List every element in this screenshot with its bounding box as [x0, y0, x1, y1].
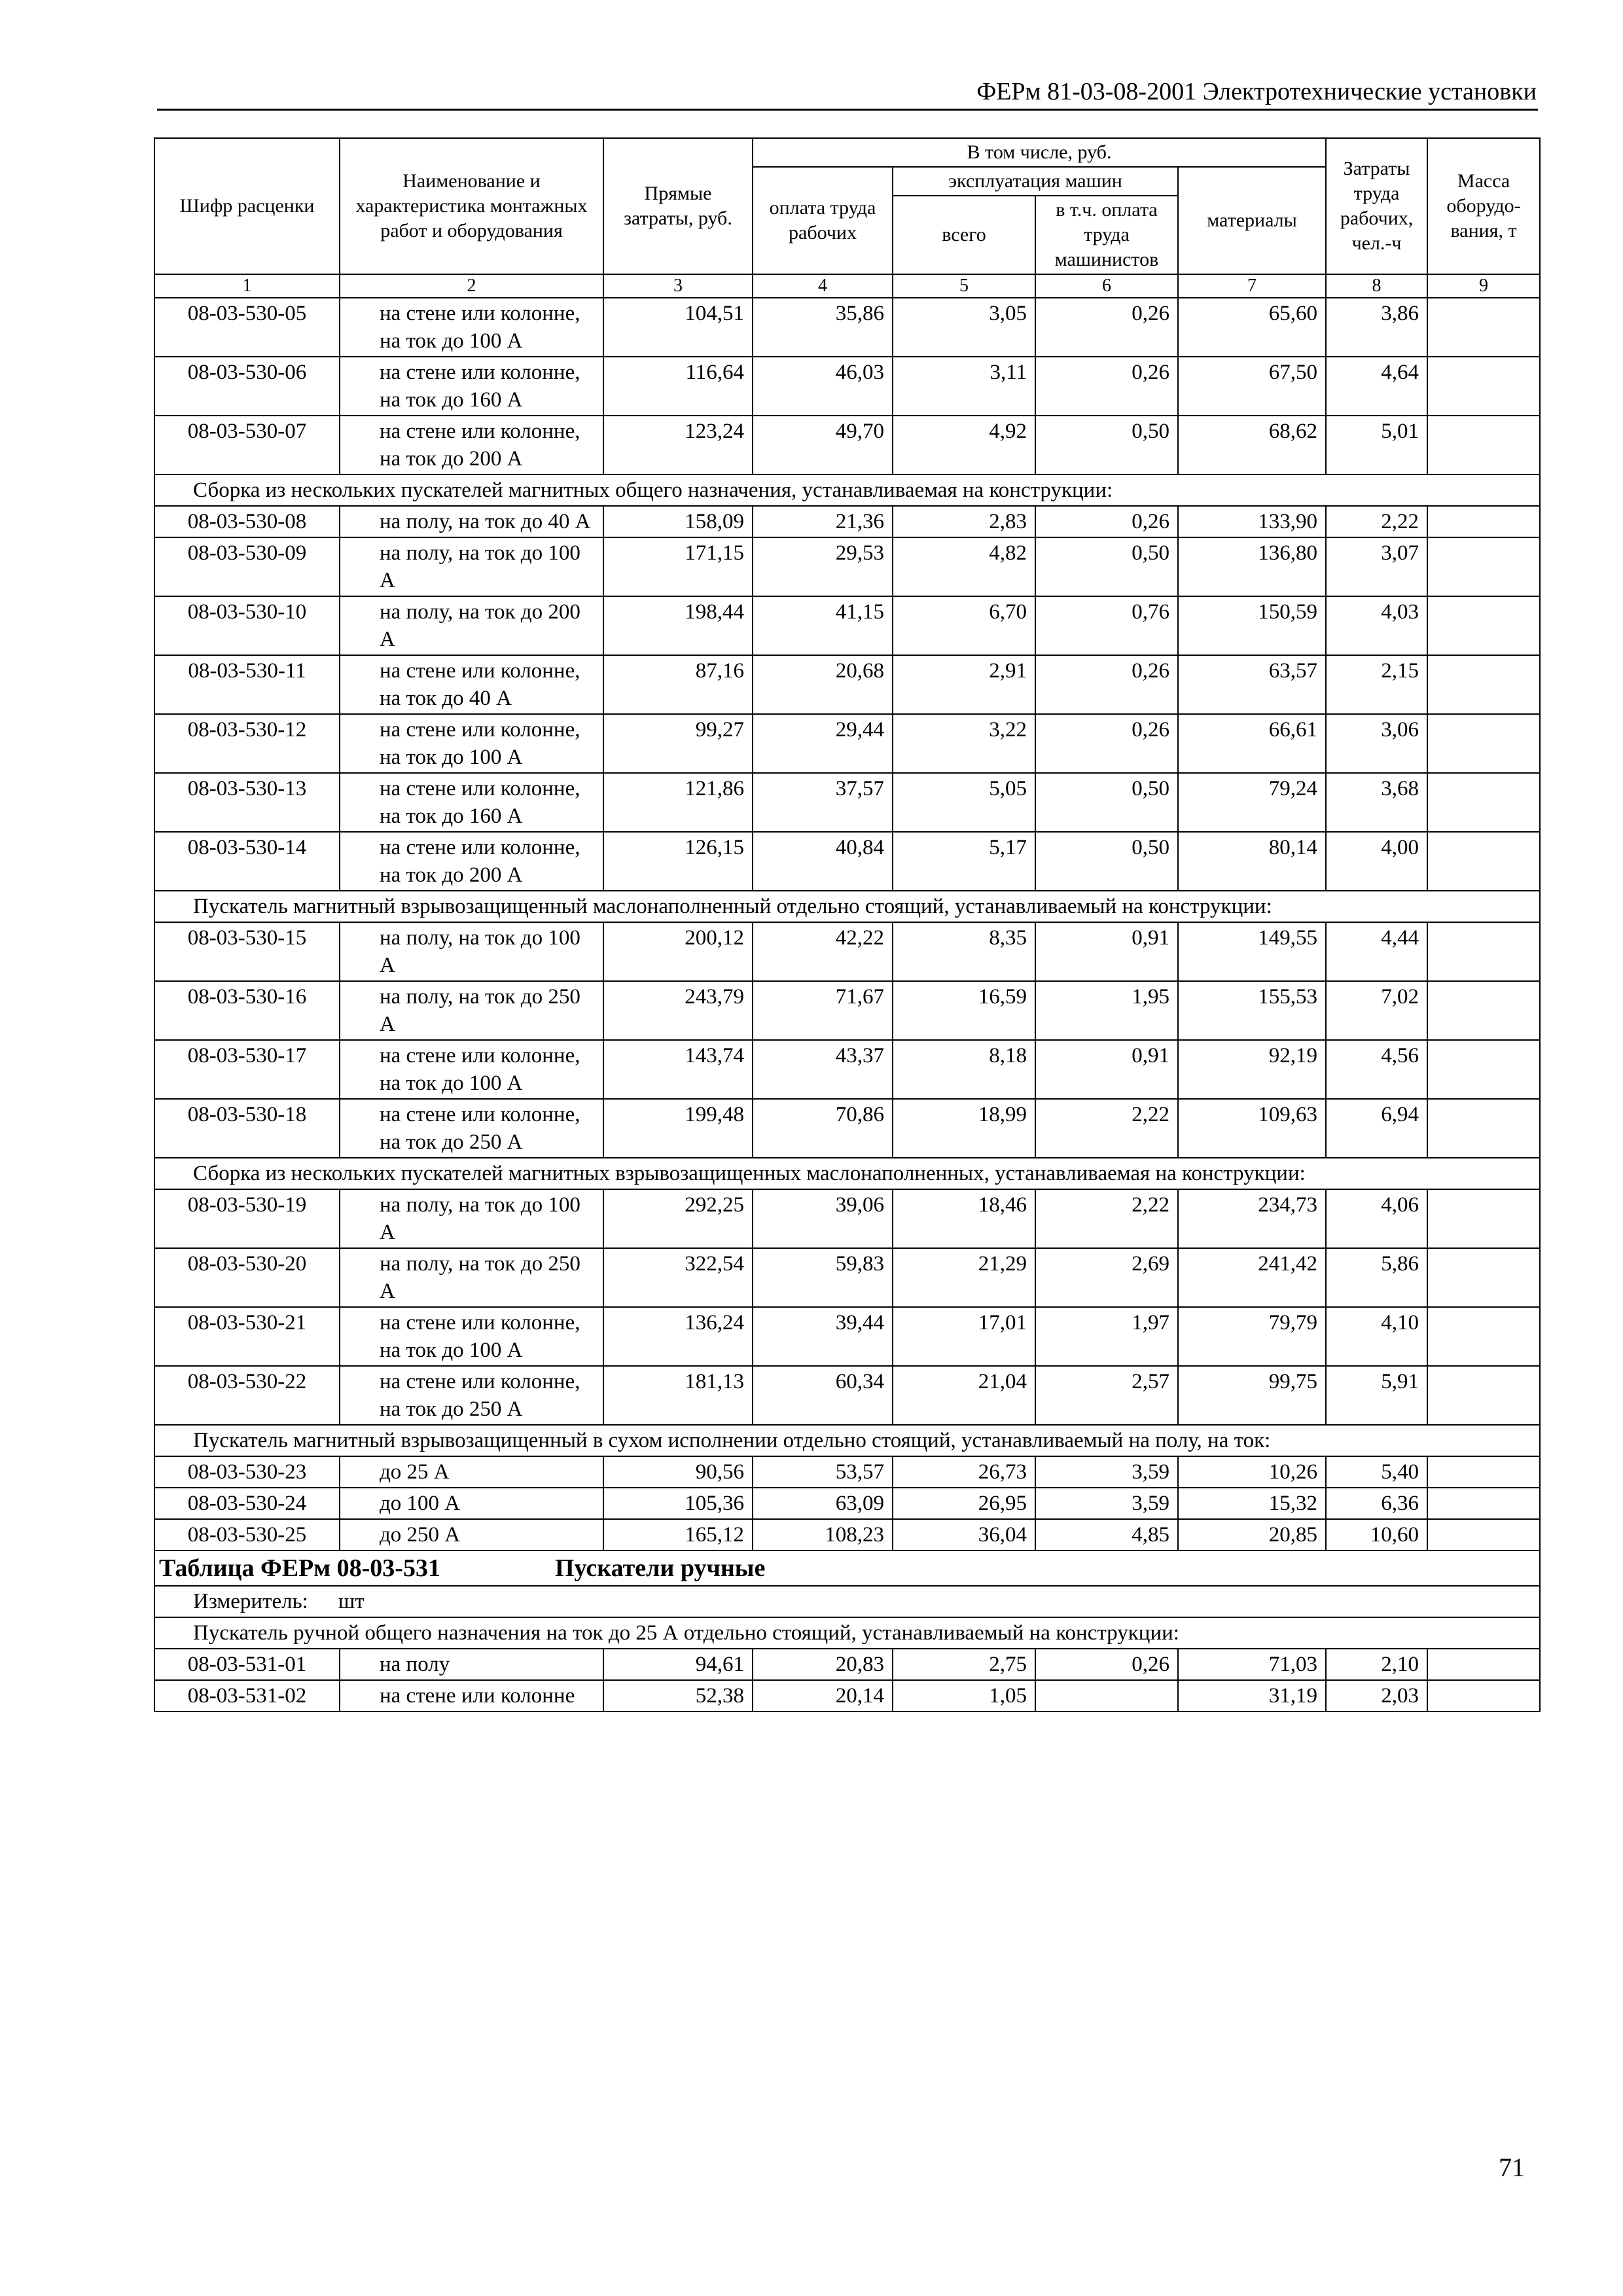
cell-name: на стене или колонне, на ток до 160 А: [340, 357, 603, 416]
cell-wages: 70,86: [753, 1099, 893, 1158]
page-number: 71: [1499, 2153, 1525, 2182]
cell-code: 08-03-530-07: [154, 416, 340, 475]
cell-materials: 31,19: [1178, 1680, 1326, 1712]
table-row: [154, 1307, 1540, 1366]
cell-wages: 29,44: [753, 714, 893, 773]
cell-name: на полу, на ток до 200 А: [340, 596, 603, 655]
cell-mass: [1427, 832, 1540, 891]
cell-direct: 143,74: [603, 1040, 753, 1099]
column-number: 7: [1178, 274, 1326, 298]
cell-name: на полу, на ток до 100 А: [340, 922, 603, 981]
cell-incl: 0,26: [1035, 506, 1178, 537]
cell-wages: 20,68: [753, 655, 893, 714]
cell-incl: 3,59: [1035, 1456, 1178, 1488]
cell-direct: 90,56: [603, 1456, 753, 1488]
section-row: [154, 1158, 1540, 1189]
cell-direct: 105,36: [603, 1488, 753, 1519]
cell-labor: 3,07: [1326, 537, 1427, 596]
cell-mass: [1427, 1040, 1540, 1099]
cell-wages: 108,23: [753, 1519, 893, 1551]
cell-materials: 79,24: [1178, 773, 1326, 832]
cell-materials: 99,75: [1178, 1366, 1326, 1425]
cell-direct: 292,25: [603, 1189, 753, 1248]
table-row: [154, 1248, 1540, 1307]
cell-name: на стене или колонне, на ток до 100 А: [340, 1040, 603, 1099]
meter-row: [154, 1586, 1540, 1617]
cell-wages: 59,83: [753, 1248, 893, 1307]
meter-value: шт: [338, 1590, 365, 1613]
cell-direct: 116,64: [603, 357, 753, 416]
cell-mass: [1427, 1366, 1540, 1425]
cell-code: 08-03-530-16: [154, 981, 340, 1040]
cell-mass: [1427, 1099, 1540, 1158]
cell-code: 08-03-530-12: [154, 714, 340, 773]
cell-name: на полу: [340, 1649, 603, 1680]
cell-mass: [1427, 298, 1540, 357]
table-row: [154, 773, 1540, 832]
cell-materials: 10,26: [1178, 1456, 1326, 1488]
table-row: [154, 832, 1540, 891]
table-row: [154, 981, 1540, 1040]
table-row: [154, 506, 1540, 537]
cell-total: 17,01: [893, 1307, 1035, 1366]
cell-labor: 4,64: [1326, 357, 1427, 416]
cell-materials: 109,63: [1178, 1099, 1326, 1158]
cell-wages: 20,83: [753, 1649, 893, 1680]
cell-materials: 133,90: [1178, 506, 1326, 537]
cell-mass: [1427, 1307, 1540, 1366]
cell-total: 18,46: [893, 1189, 1035, 1248]
cell-labor: 5,86: [1326, 1248, 1427, 1307]
cell-labor: 7,02: [1326, 981, 1427, 1040]
cell-materials: 150,59: [1178, 596, 1326, 655]
cell-labor: 3,86: [1326, 298, 1427, 357]
section-row: [154, 1617, 1540, 1649]
cell-labor: 2,22: [1326, 506, 1427, 537]
cell-code: 08-03-530-06: [154, 357, 340, 416]
cell-total: 6,70: [893, 596, 1035, 655]
cell-wages: 46,03: [753, 357, 893, 416]
table-row: [154, 1099, 1540, 1158]
cell-total: 1,05: [893, 1680, 1035, 1712]
cell-code: 08-03-530-18: [154, 1099, 340, 1158]
table-row: [154, 416, 1540, 475]
cell-labor: 4,06: [1326, 1189, 1427, 1248]
table-row: [154, 596, 1540, 655]
cell-incl: 0,26: [1035, 357, 1178, 416]
section-title: Пускатель магнитный взрывозащищенный маслонаполненный отдельно стоящий, устанавливаемый на конструкции:: [154, 891, 1540, 922]
table-row: [154, 1366, 1540, 1425]
column-number: 6: [1035, 274, 1178, 298]
cell-wages: 49,70: [753, 416, 893, 475]
cell-code: 08-03-530-08: [154, 506, 340, 537]
cell-wages: 53,57: [753, 1456, 893, 1488]
table-row: [154, 1189, 1540, 1248]
table-row: [154, 298, 1540, 357]
cell-mass: [1427, 357, 1540, 416]
cell-name: на стене или колонне, на ток до 100 А: [340, 714, 603, 773]
table-title-row: [154, 1551, 1540, 1586]
cell-total: 3,22: [893, 714, 1035, 773]
cell-name: на стене или колонне, на ток до 40 А: [340, 655, 603, 714]
cell-direct: 181,13: [603, 1366, 753, 1425]
column-number-row: [154, 274, 1540, 298]
cell-name: на стене или колонне, на ток до 200 А: [340, 832, 603, 891]
table-row: [154, 1456, 1540, 1488]
cell-name: на стене или колонне, на ток до 100 А: [340, 1307, 603, 1366]
cell-materials: 67,50: [1178, 357, 1326, 416]
cell-code: 08-03-531-01: [154, 1649, 340, 1680]
cell-incl: 1,97: [1035, 1307, 1178, 1366]
cell-mass: [1427, 1488, 1540, 1519]
col-header-incl-wages: в т.ч. оплата труда машинистов: [1035, 196, 1178, 274]
cell-total: 26,73: [893, 1456, 1035, 1488]
cell-materials: 79,79: [1178, 1307, 1326, 1366]
table-row: [154, 537, 1540, 596]
cell-incl: 0,91: [1035, 1040, 1178, 1099]
cell-mass: [1427, 416, 1540, 475]
cell-wages: 29,53: [753, 537, 893, 596]
cell-mass: [1427, 1456, 1540, 1488]
cell-incl: 2,69: [1035, 1248, 1178, 1307]
col-header-mass: Масса оборудо-вания, т: [1427, 138, 1540, 274]
cell-direct: 136,24: [603, 1307, 753, 1366]
cell-materials: 65,60: [1178, 298, 1326, 357]
cell-direct: 200,12: [603, 922, 753, 981]
cell-direct: 243,79: [603, 981, 753, 1040]
cell-labor: 3,68: [1326, 773, 1427, 832]
cell-labor: 4,03: [1326, 596, 1427, 655]
cell-incl: 2,57: [1035, 1366, 1178, 1425]
table-row: [154, 1488, 1540, 1519]
cell-direct: 198,44: [603, 596, 753, 655]
cell-materials: 20,85: [1178, 1519, 1326, 1551]
cell-materials: 66,61: [1178, 714, 1326, 773]
section-title: Пускатель ручной общего назначения на ток до 25 А отдельно стоящий, устанавливаемый на конструкции:: [154, 1617, 1540, 1649]
cell-labor: 4,00: [1326, 832, 1427, 891]
cell-incl: 3,59: [1035, 1488, 1178, 1519]
cell-code: 08-03-530-25: [154, 1519, 340, 1551]
cell-total: 4,82: [893, 537, 1035, 596]
table-label: Таблица ФЕРм 08-03-531: [159, 1554, 440, 1582]
section-title: Сборка из нескольких пускателей магнитных взрывозащищенных маслонаполненных, устанавливаемая на конструкции:: [154, 1158, 1540, 1189]
price-table: [154, 137, 1541, 1712]
cell-incl: 0,50: [1035, 773, 1178, 832]
cell-name: на стене или колонне, на ток до 100 А: [340, 298, 603, 357]
cell-total: 18,99: [893, 1099, 1035, 1158]
cell-code: 08-03-530-22: [154, 1366, 340, 1425]
cell-mass: [1427, 596, 1540, 655]
cell-materials: 241,42: [1178, 1248, 1326, 1307]
section-row: [154, 891, 1540, 922]
cell-total: 8,18: [893, 1040, 1035, 1099]
cell-incl: 0,91: [1035, 922, 1178, 981]
cell-mass: [1427, 506, 1540, 537]
cell-name: на полу, на ток до 250 А: [340, 1248, 603, 1307]
table-row: [154, 1519, 1540, 1551]
col-header-name: Наименование и характеристика монтажных работ и оборудования: [340, 138, 603, 274]
cell-labor: 4,10: [1326, 1307, 1427, 1366]
table-row: [154, 1680, 1540, 1712]
cell-code: 08-03-530-11: [154, 655, 340, 714]
cell-direct: 94,61: [603, 1649, 753, 1680]
table-row: [154, 922, 1540, 981]
cell-mass: [1427, 714, 1540, 773]
cell-labor: 3,06: [1326, 714, 1427, 773]
cell-incl: 0,26: [1035, 655, 1178, 714]
cell-name: на стене или колонне, на ток до 200 А: [340, 416, 603, 475]
cell-total: 26,95: [893, 1488, 1035, 1519]
cell-labor: 6,36: [1326, 1488, 1427, 1519]
meter: [154, 1586, 1540, 1617]
table-name: Пускатели ручные: [555, 1554, 766, 1582]
cell-direct: 126,15: [603, 832, 753, 891]
cell-direct: 322,54: [603, 1248, 753, 1307]
cell-direct: 123,24: [603, 416, 753, 475]
cell-name: до 25 А: [340, 1456, 603, 1488]
cell-name: на стене или колонне: [340, 1680, 603, 1712]
cell-mass: [1427, 1680, 1540, 1712]
section-row: [154, 1425, 1540, 1456]
cell-incl: 1,95: [1035, 981, 1178, 1040]
cell-name: на полу, на ток до 250 А: [340, 981, 603, 1040]
cell-wages: 71,67: [753, 981, 893, 1040]
cell-direct: 104,51: [603, 298, 753, 357]
cell-incl: 0,26: [1035, 1649, 1178, 1680]
col-header-materials: материалы: [1178, 167, 1326, 274]
cell-code: 08-03-530-21: [154, 1307, 340, 1366]
cell-direct: 121,86: [603, 773, 753, 832]
section-title: Пускатель магнитный взрывозащищенный в сухом исполнении отдельно стоящий, устанавливаемый на полу, на ток:: [154, 1425, 1540, 1456]
cell-name: до 250 А: [340, 1519, 603, 1551]
cell-materials: 15,32: [1178, 1488, 1326, 1519]
cell-labor: 6,94: [1326, 1099, 1427, 1158]
cell-incl: 0,76: [1035, 596, 1178, 655]
cell-labor: 2,03: [1326, 1680, 1427, 1712]
cell-wages: 39,06: [753, 1189, 893, 1248]
cell-mass: [1427, 655, 1540, 714]
table-row: [154, 357, 1540, 416]
cell-wages: 35,86: [753, 298, 893, 357]
cell-materials: 63,57: [1178, 655, 1326, 714]
cell-labor: 2,10: [1326, 1649, 1427, 1680]
cell-name: на полу, на ток до 100 А: [340, 537, 603, 596]
cell-total: 21,29: [893, 1248, 1035, 1307]
cell-name: на стене или колонне, на ток до 250 А: [340, 1366, 603, 1425]
cell-direct: 199,48: [603, 1099, 753, 1158]
cell-wages: 20,14: [753, 1680, 893, 1712]
cell-incl: 0,50: [1035, 537, 1178, 596]
cell-direct: 99,27: [603, 714, 753, 773]
cell-materials: 71,03: [1178, 1649, 1326, 1680]
cell-labor: 4,44: [1326, 922, 1427, 981]
col-header-total: всего: [893, 196, 1035, 274]
cell-mass: [1427, 773, 1540, 832]
cell-materials: 68,62: [1178, 416, 1326, 475]
cell-mass: [1427, 922, 1540, 981]
cell-total: 2,91: [893, 655, 1035, 714]
cell-direct: 87,16: [603, 655, 753, 714]
cell-mass: [1427, 1519, 1540, 1551]
cell-code: 08-03-530-20: [154, 1248, 340, 1307]
cell-wages: 37,57: [753, 773, 893, 832]
table-row: [154, 655, 1540, 714]
cell-labor: 4,56: [1326, 1040, 1427, 1099]
header-row: [154, 138, 1540, 167]
column-number: 9: [1427, 274, 1540, 298]
cell-total: 3,11: [893, 357, 1035, 416]
cell-materials: 234,73: [1178, 1189, 1326, 1248]
cell-code: 08-03-530-15: [154, 922, 340, 981]
cell-materials: 80,14: [1178, 832, 1326, 891]
cell-name: на стене или колонне, на ток до 160 А: [340, 773, 603, 832]
section-row: [154, 475, 1540, 506]
cell-total: 4,92: [893, 416, 1035, 475]
cell-code: 08-03-530-14: [154, 832, 340, 891]
column-number: 1: [154, 274, 340, 298]
cell-mass: [1427, 1189, 1540, 1248]
table-title: [154, 1551, 1540, 1586]
running-header: ФЕРм 81-03-08-2001 Электротехнические установки: [976, 78, 1537, 105]
cell-labor: 5,40: [1326, 1456, 1427, 1488]
table-row: [154, 714, 1540, 773]
cell-total: 5,17: [893, 832, 1035, 891]
table-row: [154, 1040, 1540, 1099]
col-header-machines: эксплуатация машин: [893, 167, 1178, 196]
cell-materials: 92,19: [1178, 1040, 1326, 1099]
cell-incl: 0,26: [1035, 298, 1178, 357]
cell-wages: 43,37: [753, 1040, 893, 1099]
cell-total: 21,04: [893, 1366, 1035, 1425]
cell-incl: 0,50: [1035, 832, 1178, 891]
col-header-labor: Затраты труда рабочих, чел.-ч: [1326, 138, 1427, 274]
cell-code: 08-03-531-02: [154, 1680, 340, 1712]
cell-code: 08-03-530-10: [154, 596, 340, 655]
cell-direct: 158,09: [603, 506, 753, 537]
cell-code: 08-03-530-09: [154, 537, 340, 596]
cell-labor: 5,91: [1326, 1366, 1427, 1425]
cell-direct: 165,12: [603, 1519, 753, 1551]
col-header-direct: Прямые затраты, руб.: [603, 138, 753, 274]
cell-code: 08-03-530-19: [154, 1189, 340, 1248]
cell-name: на полу, на ток до 40 А: [340, 506, 603, 537]
cell-labor: 5,01: [1326, 416, 1427, 475]
cell-incl: 4,85: [1035, 1519, 1178, 1551]
cell-incl: [1035, 1680, 1178, 1712]
header-rule: [157, 109, 1538, 111]
cell-total: 3,05: [893, 298, 1035, 357]
cell-materials: 149,55: [1178, 922, 1326, 981]
col-header-incl: В том числе, руб.: [753, 138, 1326, 167]
cell-code: 08-03-530-05: [154, 298, 340, 357]
cell-total: 36,04: [893, 1519, 1035, 1551]
cell-code: 08-03-530-13: [154, 773, 340, 832]
cell-incl: 0,50: [1035, 416, 1178, 475]
cell-incl: 2,22: [1035, 1189, 1178, 1248]
col-header-code: Шифр расценки: [154, 138, 340, 274]
section-title: Сборка из нескольких пускателей магнитных общего назначения, устанавливаемая на конструкции:: [154, 475, 1540, 506]
cell-total: 16,59: [893, 981, 1035, 1040]
column-number: 4: [753, 274, 893, 298]
cell-name: до 100 А: [340, 1488, 603, 1519]
cell-total: 8,35: [893, 922, 1035, 981]
cell-wages: 40,84: [753, 832, 893, 891]
cell-mass: [1427, 981, 1540, 1040]
cell-mass: [1427, 537, 1540, 596]
column-number: 5: [893, 274, 1035, 298]
table-row: [154, 1649, 1540, 1680]
cell-wages: 39,44: [753, 1307, 893, 1366]
cell-direct: 52,38: [603, 1680, 753, 1712]
cell-labor: 2,15: [1326, 655, 1427, 714]
cell-incl: 2,22: [1035, 1099, 1178, 1158]
cell-incl: 0,26: [1035, 714, 1178, 773]
cell-wages: 21,36: [753, 506, 893, 537]
cell-code: 08-03-530-24: [154, 1488, 340, 1519]
cell-wages: 42,22: [753, 922, 893, 981]
column-number: 3: [603, 274, 753, 298]
cell-total: 2,75: [893, 1649, 1035, 1680]
cell-materials: 155,53: [1178, 981, 1326, 1040]
cell-name: на полу, на ток до 100 А: [340, 1189, 603, 1248]
cell-total: 2,83: [893, 506, 1035, 537]
cell-direct: 171,15: [603, 537, 753, 596]
cell-name: на стене или колонне, на ток до 250 А: [340, 1099, 603, 1158]
cell-mass: [1427, 1649, 1540, 1680]
column-number: 8: [1326, 274, 1427, 298]
cell-wages: 41,15: [753, 596, 893, 655]
cell-wages: 60,34: [753, 1366, 893, 1425]
col-header-wages: оплата труда рабочих: [753, 167, 893, 274]
cell-labor: 10,60: [1326, 1519, 1427, 1551]
meter-label: Измеритель:: [193, 1590, 308, 1613]
cell-code: 08-03-530-23: [154, 1456, 340, 1488]
cell-mass: [1427, 1248, 1540, 1307]
cell-total: 5,05: [893, 773, 1035, 832]
cell-materials: 136,80: [1178, 537, 1326, 596]
column-number: 2: [340, 274, 603, 298]
cell-wages: 63,09: [753, 1488, 893, 1519]
cell-code: 08-03-530-17: [154, 1040, 340, 1099]
